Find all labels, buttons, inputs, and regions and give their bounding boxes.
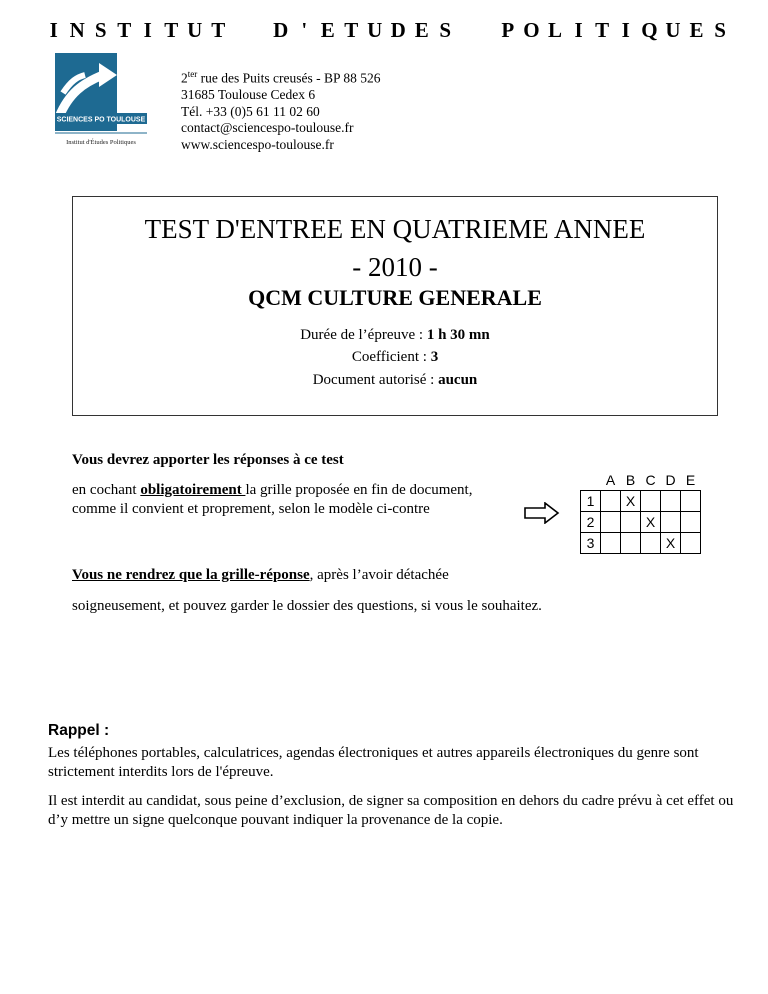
title-letter: I <box>143 17 152 42</box>
address-block <box>181 66 380 153</box>
grid-cell <box>661 512 681 533</box>
title-letter: P <box>501 17 515 42</box>
grid-row <box>581 512 701 533</box>
arrow-right-icon <box>523 502 561 524</box>
title-letter: T <box>344 17 359 42</box>
duration-line: Durée de l’épreuve : 1 h 30 mn <box>300 327 490 343</box>
title-letter: D <box>273 17 289 42</box>
title-letter: E <box>689 17 704 42</box>
answer-grid-example <box>580 470 701 554</box>
title-letter: N <box>69 17 85 42</box>
qcm-title: QCM CULTURE GENERALE <box>248 285 542 310</box>
grid-row <box>581 491 701 512</box>
institute-title <box>42 14 732 46</box>
title-letter: D <box>390 17 406 42</box>
title-letter: I <box>49 17 58 42</box>
address-phone: Tél. +33 (0)5 61 11 02 60 <box>181 103 320 119</box>
rappel-paragraph-devices: Les téléphones portables, calculatrices, agendas électroniques et autres appareils électroniques du genre sont strictement interdits lors de l'épreuve. <box>48 745 699 780</box>
address-website[interactable]: www.sciencespo-toulouse.fr <box>181 136 334 152</box>
grid-cell <box>621 512 641 533</box>
title-letter: O <box>523 17 540 42</box>
grid-cell <box>661 491 681 512</box>
grid-corner <box>581 470 601 491</box>
exam-title-box <box>72 196 718 416</box>
title-letter: S <box>439 17 452 42</box>
rappel-heading: Rappel : <box>48 722 110 739</box>
title-letter: T <box>164 17 179 42</box>
title-letter: E <box>414 17 429 42</box>
grid-column-header: B <box>625 472 636 488</box>
grid-cell <box>641 491 661 512</box>
title-letter: T <box>595 17 610 42</box>
grid-cell <box>681 512 701 533</box>
grid-row <box>581 533 701 554</box>
grid-cell <box>621 533 641 554</box>
title-word-institut <box>42 18 230 43</box>
grid-cell: X <box>621 491 641 512</box>
grid-row-label: 3 <box>581 533 601 554</box>
grid-cell <box>601 533 621 554</box>
test-title: TEST D'ENTREE EN QUATRIEME ANNEE <box>144 214 646 244</box>
svg-text:Institut d'Études Politiques: Institut d'Études Politiques <box>66 139 136 146</box>
instructions-text: en cochant obligatoirement la grille proposée en fin de document, comme il convient et proprement, selon le modèle ci-contre <box>72 482 473 517</box>
grid-cell <box>601 491 621 512</box>
title-letter: S <box>94 17 107 42</box>
grid-cell <box>601 512 621 533</box>
address-email[interactable]: contact@sciencespo-toulouse.fr <box>181 120 354 136</box>
coefficient-line: Coefficient : 3 <box>351 349 439 365</box>
title-letter: E <box>320 17 335 42</box>
grid-column-header: C <box>645 472 656 488</box>
grid-row-label: 1 <box>581 491 601 512</box>
grid-column-header: D <box>665 472 676 488</box>
address-street: $2^{ter}$ rue des Puits creusés - BP 88 526 <box>181 69 381 86</box>
title-word-politiques <box>496 18 732 43</box>
title-letter: ' <box>301 17 308 42</box>
grid-cell <box>681 491 701 512</box>
grid-column-header: E <box>685 472 696 488</box>
title-letter: U <box>367 17 383 42</box>
grid-cell <box>641 533 661 554</box>
svg-text:SCIENCES PO TOULOUSE: SCIENCES PO TOULOUSE <box>56 116 146 124</box>
grid-cell: X <box>661 533 681 554</box>
address-city: 31685 Toulouse Cedex 6 <box>181 87 316 103</box>
title-letter: U <box>665 17 681 42</box>
title-letter: T <box>211 17 226 42</box>
grid-cell: X <box>641 512 661 533</box>
title-letter: Q <box>641 17 658 42</box>
sciences-po-toulouse-logo <box>55 53 147 149</box>
grid-cell <box>681 533 701 554</box>
title-letter: T <box>117 17 132 42</box>
instructions-heading: Vous devrez apporter les réponses à ce test <box>72 452 344 468</box>
title-letter: I <box>574 17 583 42</box>
test-year: - 2010 - <box>352 252 438 282</box>
title-letter: U <box>187 17 203 42</box>
rappel-paragraph-signature: Il est interdit au candidat, sous peine d’exclusion, de signer sa composition en dehors du cadre prévu à cet effet ou d’y mettre un signe quelconque pouvant indiquer la provenance de la copie. <box>48 793 734 828</box>
document-line: Document autorisé : aucun <box>312 372 478 388</box>
grid-column-header: A <box>605 472 616 488</box>
grid-row-label: 2 <box>581 512 601 533</box>
return-instruction: Vous ne rendrez que la grille-réponse, après l’avoir détachée <box>72 567 449 583</box>
title-letter: I <box>621 17 630 42</box>
return-instruction-continued: soigneusement, et pouvez garder le dossier des questions, si vous le souhaitez. <box>72 598 542 614</box>
title-letter: L <box>547 17 562 42</box>
title-letter: S <box>714 17 726 42</box>
title-word-detudes <box>269 18 457 43</box>
